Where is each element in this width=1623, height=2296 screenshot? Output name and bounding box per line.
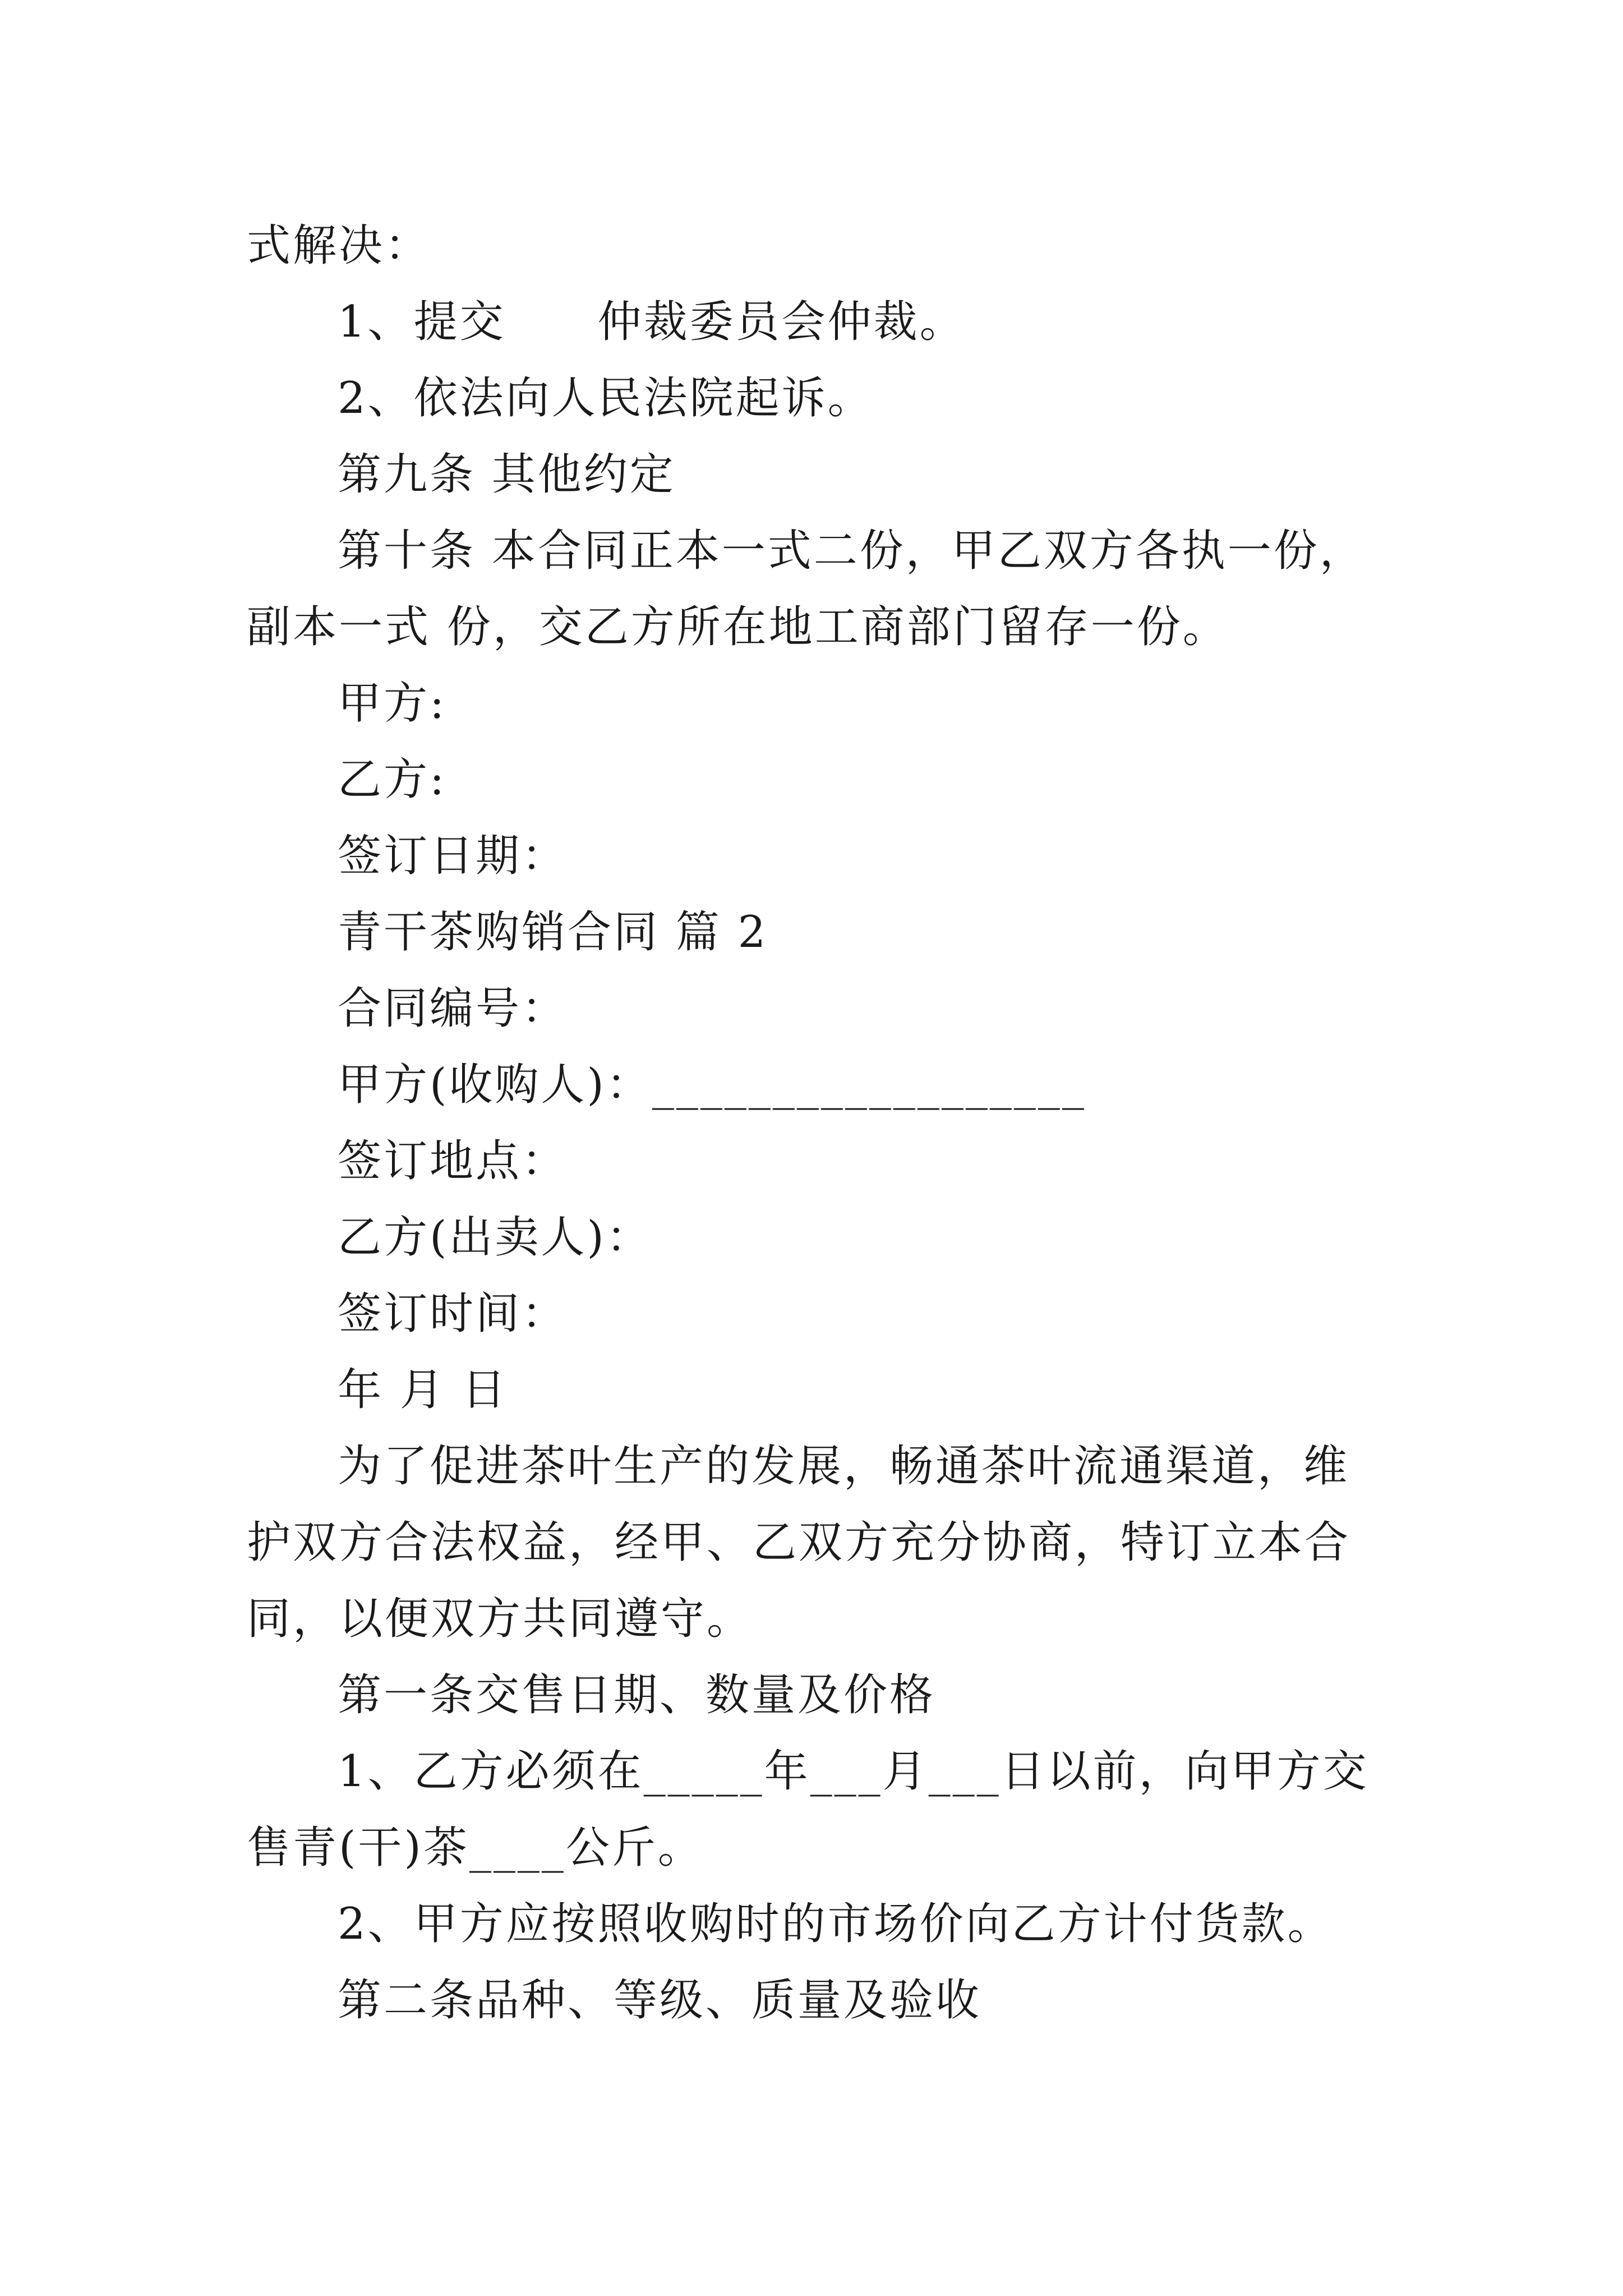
paragraph-15: 为了促进茶叶生产的发展，畅通茶叶流通渠道，维护双方合法权益，经甲、乙双方充分协商，特订立本合同，以便双方共同遵守。: [247, 1441, 1351, 1644]
paragraph-9: 合同编号：: [338, 983, 568, 1034]
paragraph-13: 签订时间：: [338, 1289, 568, 1339]
paragraph-1: 1、提交 仲裁委员会仲裁。: [338, 297, 966, 347]
paragraph-17: 1、乙方必须在_____年___月___日以前，向甲方交售青(干)茶____公斤。: [247, 1746, 1369, 1873]
paragraph-14: 年 月 日: [338, 1365, 508, 1415]
paragraph-5: 甲方:: [338, 678, 447, 729]
paragraph-3: 第九条 其他约定: [338, 449, 676, 500]
paragraph-16: 第一条交售日期、数量及价格: [338, 1670, 936, 1720]
paragraph-11: 签订地点：: [338, 1136, 568, 1186]
paragraph-10: 甲方(收购人)：__________________: [338, 1060, 1086, 1110]
paragraph-2: 2、依法向人民法院起诉。: [338, 373, 874, 424]
paragraph-0: 式解决：: [247, 220, 431, 271]
paragraph-18: 2、甲方应按照收购时的市场价向乙方计付货款。: [338, 1899, 1334, 1949]
section-heading: 青干茶购销合同 篇 2: [338, 907, 768, 958]
document-body: [247, 208, 1391, 2039]
paragraph-19: 第二条品种、等级、质量及验收: [338, 1975, 982, 2026]
paragraph-7: 签订日期：: [338, 831, 568, 881]
paragraph-4: 第十条 本合同正本一式二份，甲乙双方各执一份，副本一式 份，交乙方所在地工商部门留存一份。: [247, 526, 1366, 652]
paragraph-6: 乙方:: [338, 754, 447, 805]
paragraph-12: 乙方(出卖人)：: [338, 1212, 652, 1263]
